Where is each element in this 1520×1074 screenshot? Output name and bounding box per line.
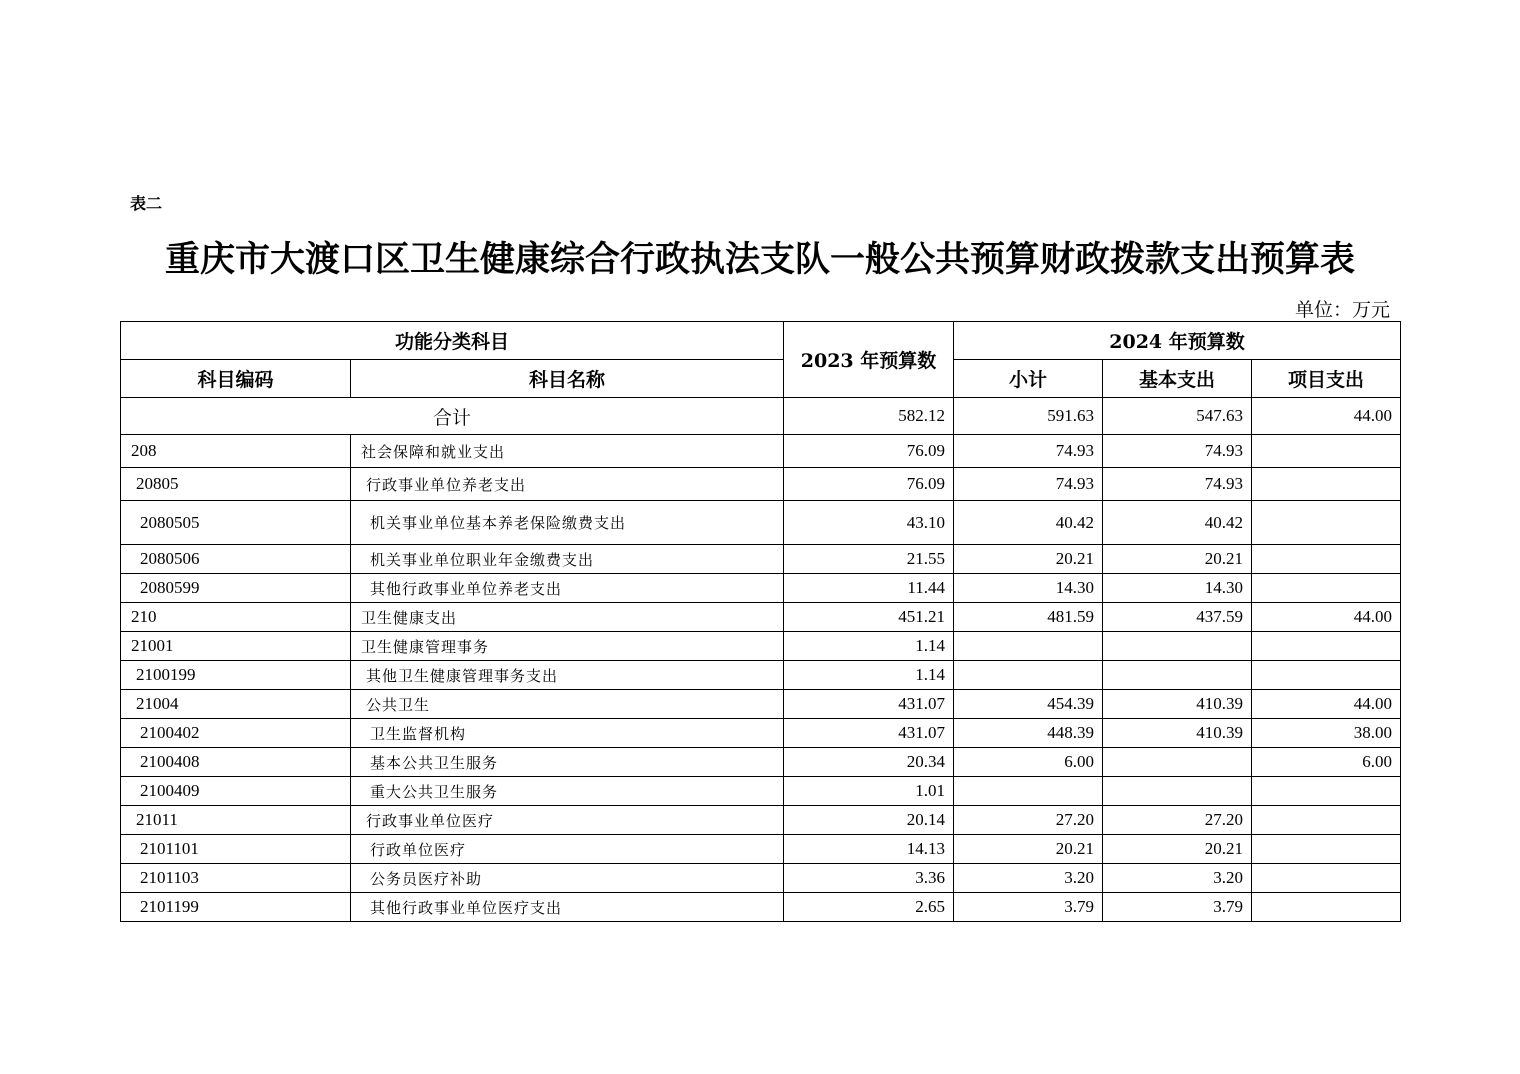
table-row xyxy=(121,690,1401,719)
total-label: 合计 xyxy=(121,398,784,435)
total-row xyxy=(121,398,1401,435)
table-row xyxy=(121,468,1401,501)
row-2023: 21.55 xyxy=(784,545,954,574)
row-2023: 20.34 xyxy=(784,748,954,777)
table-row xyxy=(121,806,1401,835)
row-code: 2101101 xyxy=(121,835,351,864)
row-project xyxy=(1252,545,1401,574)
table-row xyxy=(121,632,1401,661)
table-row xyxy=(121,574,1401,603)
row-name: 机关事业单位基本养老保险缴费支出 xyxy=(351,501,784,545)
row-project xyxy=(1252,574,1401,603)
row-name: 卫生健康支出 xyxy=(351,603,784,632)
row-name: 机关事业单位职业年金缴费支出 xyxy=(351,545,784,574)
row-basic: 3.20 xyxy=(1103,864,1252,893)
header-name: 科目名称 xyxy=(351,360,784,398)
table-row xyxy=(121,501,1401,545)
total-basic: 547.63 xyxy=(1103,398,1252,435)
row-subtotal: 481.59 xyxy=(954,603,1103,632)
row-project xyxy=(1252,864,1401,893)
budget-table xyxy=(120,321,1401,922)
table-row xyxy=(121,603,1401,632)
row-basic xyxy=(1103,777,1252,806)
row-name: 行政事业单位医疗 xyxy=(351,806,784,835)
row-subtotal xyxy=(954,661,1103,690)
row-project: 6.00 xyxy=(1252,748,1401,777)
row-2023: 3.36 xyxy=(784,864,954,893)
row-subtotal: 40.42 xyxy=(954,501,1103,545)
row-basic xyxy=(1103,632,1252,661)
row-2023: 20.14 xyxy=(784,806,954,835)
row-code: 20805 xyxy=(121,468,351,501)
row-code: 2100402 xyxy=(121,719,351,748)
row-name: 公务员医疗补助 xyxy=(351,864,784,893)
row-2023: 431.07 xyxy=(784,690,954,719)
row-code: 210 xyxy=(121,603,351,632)
header-budget-2024: 2024 年预算数 xyxy=(954,322,1401,360)
table-row xyxy=(121,661,1401,690)
row-code: 2100409 xyxy=(121,777,351,806)
row-2023: 451.21 xyxy=(784,603,954,632)
row-basic xyxy=(1103,748,1252,777)
row-code: 21011 xyxy=(121,806,351,835)
row-name: 行政事业单位养老支出 xyxy=(351,468,784,501)
table-label: 表二 xyxy=(130,194,163,213)
row-code: 2101103 xyxy=(121,864,351,893)
header-budget-2023: 2023 年预算数 xyxy=(784,322,954,398)
row-name: 社会保障和就业支出 xyxy=(351,435,784,468)
header-row-2 xyxy=(121,360,1401,398)
total-2023: 582.12 xyxy=(784,398,954,435)
row-project: 38.00 xyxy=(1252,719,1401,748)
row-basic: 410.39 xyxy=(1103,690,1252,719)
row-subtotal: 74.93 xyxy=(954,435,1103,468)
row-project: 44.00 xyxy=(1252,603,1401,632)
table-row xyxy=(121,893,1401,922)
row-subtotal: 454.39 xyxy=(954,690,1103,719)
row-basic: 40.42 xyxy=(1103,501,1252,545)
header-project: 项目支出 xyxy=(1252,360,1401,398)
row-basic: 20.21 xyxy=(1103,835,1252,864)
row-project xyxy=(1252,435,1401,468)
header-subtotal: 小计 xyxy=(954,360,1103,398)
table-row xyxy=(121,835,1401,864)
row-subtotal: 20.21 xyxy=(954,835,1103,864)
row-project: 44.00 xyxy=(1252,690,1401,719)
row-2023: 14.13 xyxy=(784,835,954,864)
row-code: 2101199 xyxy=(121,893,351,922)
row-name: 公共卫生 xyxy=(351,690,784,719)
row-basic: 437.59 xyxy=(1103,603,1252,632)
row-name: 卫生监督机构 xyxy=(351,719,784,748)
row-basic: 14.30 xyxy=(1103,574,1252,603)
row-basic xyxy=(1103,661,1252,690)
row-code: 21001 xyxy=(121,632,351,661)
row-project xyxy=(1252,468,1401,501)
row-2023: 43.10 xyxy=(784,501,954,545)
row-project xyxy=(1252,777,1401,806)
row-project xyxy=(1252,835,1401,864)
row-subtotal: 3.20 xyxy=(954,864,1103,893)
row-subtotal: 448.39 xyxy=(954,719,1103,748)
header-basic: 基本支出 xyxy=(1103,360,1252,398)
row-name: 卫生健康管理事务 xyxy=(351,632,784,661)
row-code: 2080505 xyxy=(121,501,351,545)
row-subtotal xyxy=(954,632,1103,661)
row-basic: 74.93 xyxy=(1103,468,1252,501)
row-basic: 410.39 xyxy=(1103,719,1252,748)
total-project: 44.00 xyxy=(1252,398,1401,435)
table-row xyxy=(121,545,1401,574)
header-code: 科目编码 xyxy=(121,360,351,398)
row-project xyxy=(1252,632,1401,661)
row-basic: 3.79 xyxy=(1103,893,1252,922)
row-name: 重大公共卫生服务 xyxy=(351,777,784,806)
row-name: 其他卫生健康管理事务支出 xyxy=(351,661,784,690)
table-row xyxy=(121,719,1401,748)
row-2023: 1.14 xyxy=(784,632,954,661)
header-functional-category: 功能分类科目 xyxy=(121,322,784,360)
row-basic: 74.93 xyxy=(1103,435,1252,468)
row-project xyxy=(1252,661,1401,690)
row-name: 行政单位医疗 xyxy=(351,835,784,864)
row-basic: 27.20 xyxy=(1103,806,1252,835)
row-2023: 76.09 xyxy=(784,435,954,468)
row-subtotal: 6.00 xyxy=(954,748,1103,777)
page-title: 重庆市大渡口区卫生健康综合行政执法支队一般公共预算财政拨款支出预算表 xyxy=(164,239,1355,280)
row-name: 基本公共卫生服务 xyxy=(351,748,784,777)
row-subtotal: 3.79 xyxy=(954,893,1103,922)
row-code: 2100199 xyxy=(121,661,351,690)
row-code: 21004 xyxy=(121,690,351,719)
row-project xyxy=(1252,893,1401,922)
row-2023: 76.09 xyxy=(784,468,954,501)
row-project xyxy=(1252,501,1401,545)
row-code: 2100408 xyxy=(121,748,351,777)
row-2023: 11.44 xyxy=(784,574,954,603)
header-row-1 xyxy=(121,322,1401,360)
row-subtotal: 14.30 xyxy=(954,574,1103,603)
row-code: 208 xyxy=(121,435,351,468)
row-name: 其他行政事业单位医疗支出 xyxy=(351,893,784,922)
table-row xyxy=(121,748,1401,777)
row-2023: 2.65 xyxy=(784,893,954,922)
row-2023: 431.07 xyxy=(784,719,954,748)
table-row xyxy=(121,777,1401,806)
row-name: 其他行政事业单位养老支出 xyxy=(351,574,784,603)
table-row xyxy=(121,435,1401,468)
row-code: 2080506 xyxy=(121,545,351,574)
row-subtotal xyxy=(954,777,1103,806)
row-basic: 20.21 xyxy=(1103,545,1252,574)
row-2023: 1.01 xyxy=(784,777,954,806)
row-subtotal: 27.20 xyxy=(954,806,1103,835)
table-row xyxy=(121,864,1401,893)
row-subtotal: 20.21 xyxy=(954,545,1103,574)
row-project xyxy=(1252,806,1401,835)
total-subtotal: 591.63 xyxy=(954,398,1103,435)
row-2023: 1.14 xyxy=(784,661,954,690)
unit-label: 单位：万元 xyxy=(1294,299,1390,321)
row-subtotal: 74.93 xyxy=(954,468,1103,501)
row-code: 2080599 xyxy=(121,574,351,603)
